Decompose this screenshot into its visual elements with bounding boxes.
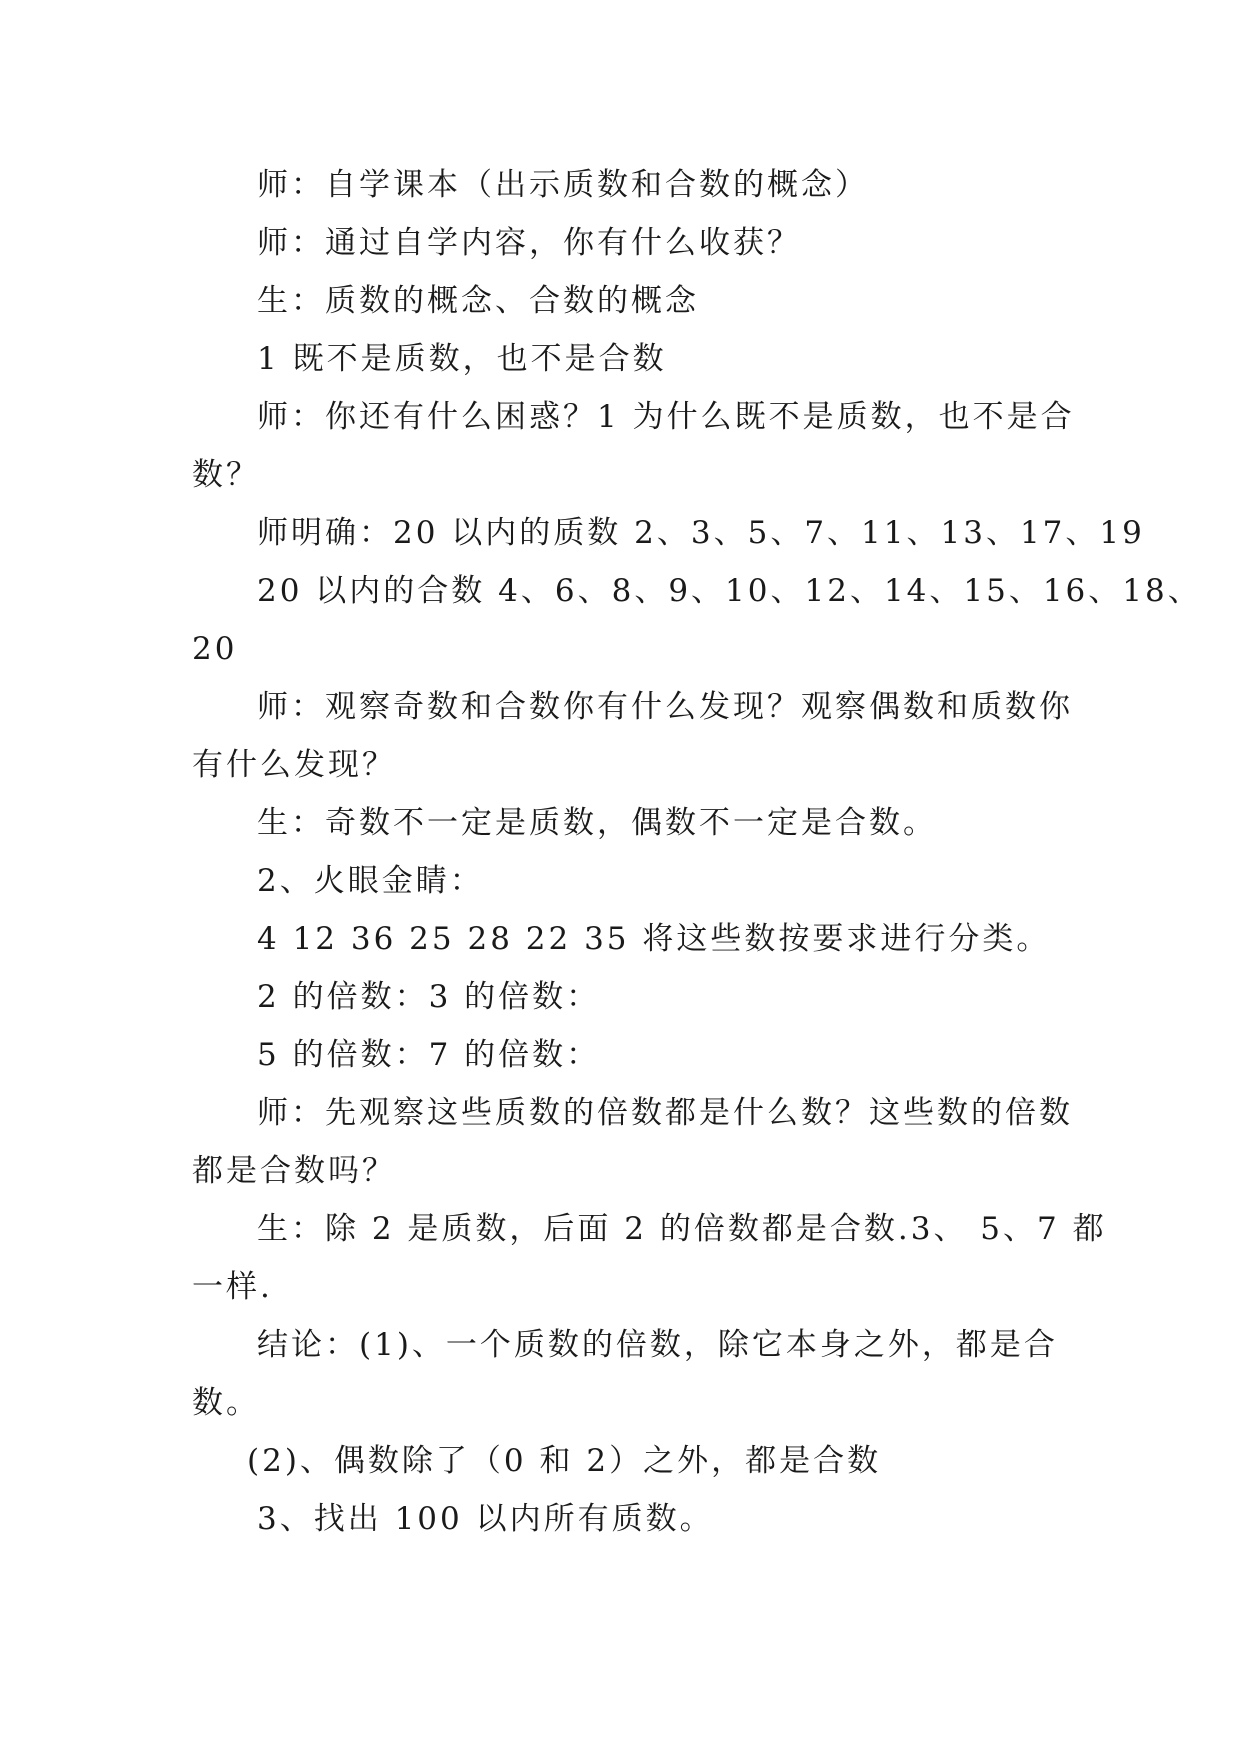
text-line: 4 12 36 25 28 22 35 将这些数按要求进行分类。 — [257, 921, 1051, 957]
text-line: 20 以内的合数 4、6、8、9、10、12、14、15、16、18、 — [257, 573, 1202, 609]
text-line: 数？ — [192, 457, 260, 493]
text-line: 2、火眼金睛： — [257, 863, 484, 899]
text-line: 结论：(1)、一个质数的倍数，除它本身之外，都是合 — [257, 1327, 1058, 1363]
text-line: 师：你还有什么困惑？1 为什么既不是质数，也不是合 — [257, 399, 1075, 435]
text-line: 都是合数吗？ — [192, 1153, 396, 1189]
text-line: 师明确：20 以内的质数 2、3、5、7、11、13、17、19 — [257, 515, 1145, 551]
text-line: 师：先观察这些质数的倍数都是什么数？这些数的倍数 — [257, 1095, 1073, 1131]
text-line: 2 的倍数：3 的倍数： — [257, 979, 601, 1015]
text-line: 有什么发现？ — [192, 747, 396, 783]
text-line: 1 既不是质数，也不是合数 — [257, 341, 667, 377]
document-body — [192, 156, 1202, 1548]
text-line: 师：通过自学内容，你有什么收获？ — [257, 225, 801, 261]
text-line: 生：质数的概念、合数的概念 — [257, 283, 699, 319]
text-line: (2)、偶数除了（0 和 2）之外，都是合数 — [247, 1443, 882, 1479]
text-line: 生：奇数不一定是质数，偶数不一定是合数。 — [257, 805, 937, 841]
text-line: 20 — [192, 631, 238, 667]
text-line: 生：除 2 是质数，后面 2 的倍数都是合数.3、 5、7 都 — [257, 1211, 1107, 1247]
text-line: 3、找出 100 以内所有质数。 — [257, 1501, 714, 1537]
text-line: 一样. — [192, 1269, 273, 1305]
text-line: 5 的倍数：7 的倍数： — [257, 1037, 601, 1073]
text-line: 师：观察奇数和合数你有什么发现？观察偶数和质数你 — [257, 689, 1073, 725]
text-line: 数。 — [192, 1385, 260, 1421]
text-line: 师：自学课本（出示质数和合数的概念） — [257, 167, 869, 203]
